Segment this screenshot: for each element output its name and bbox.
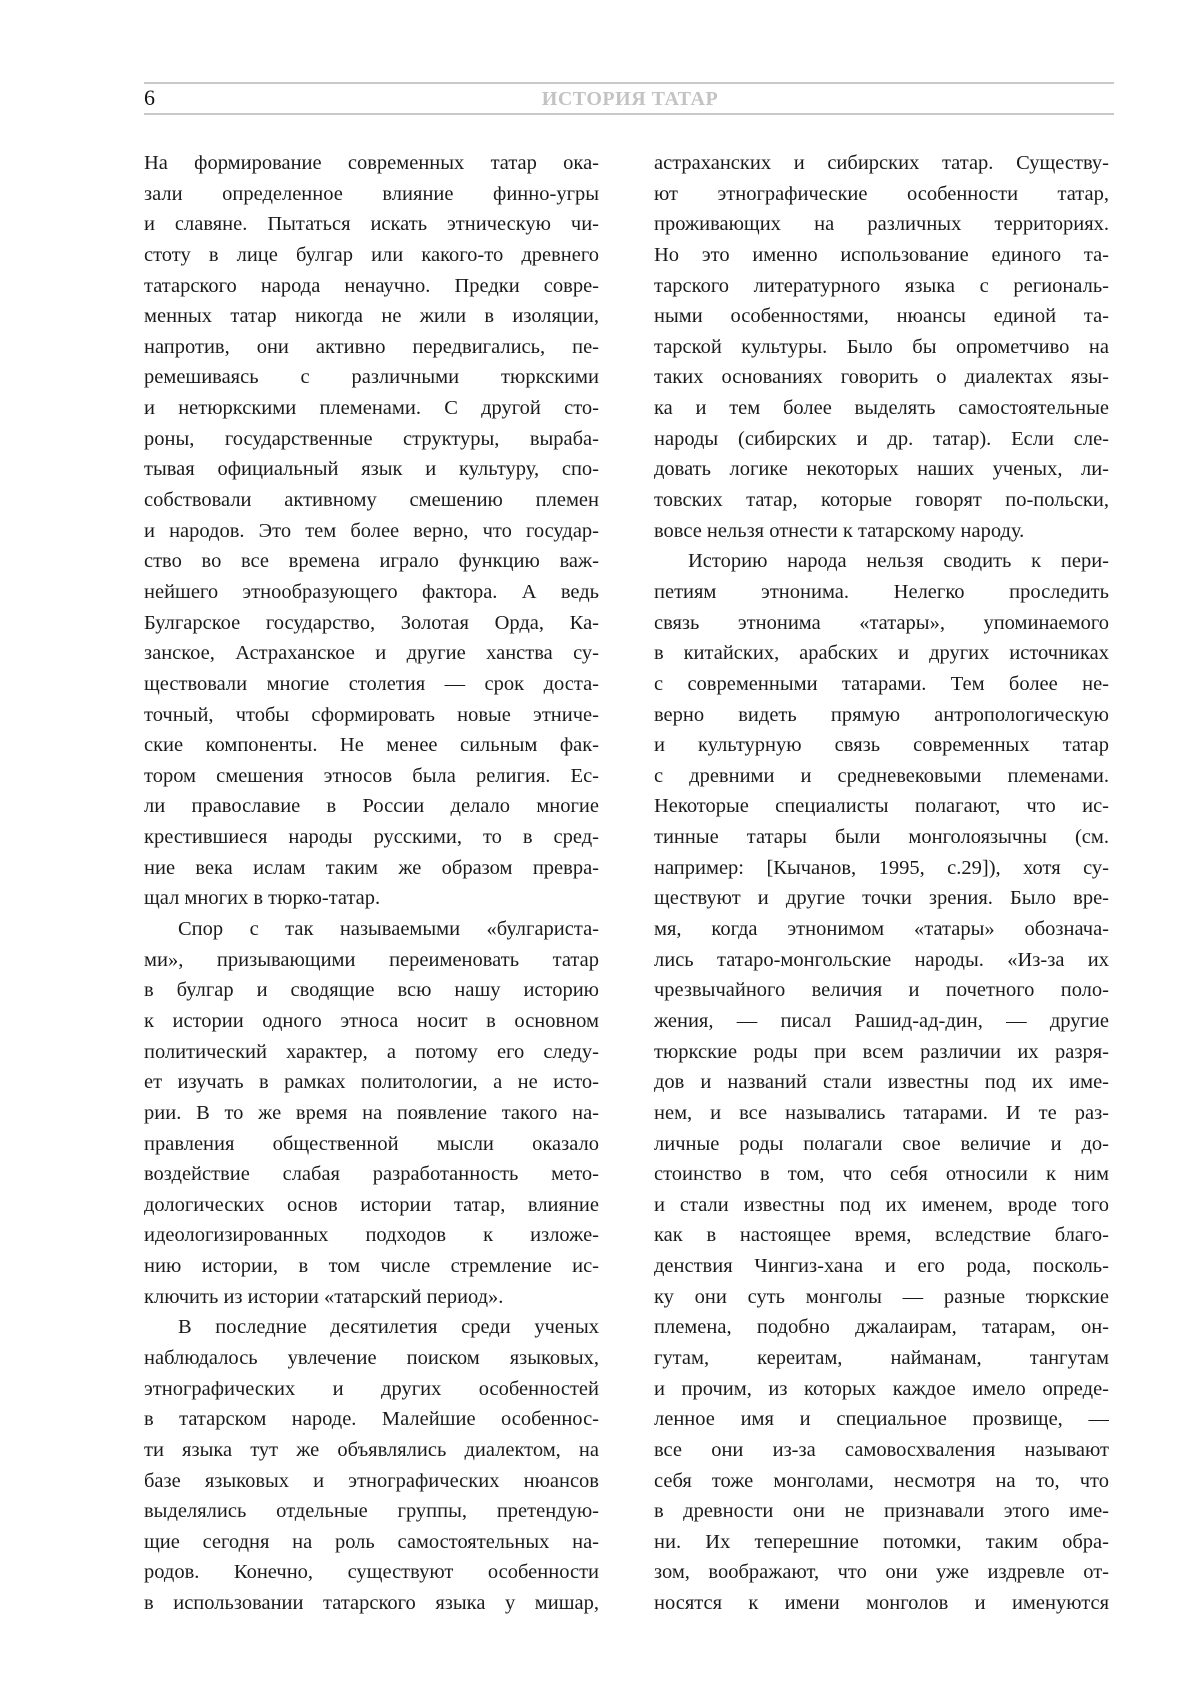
text-line: Историю народа нельзя сводить к пери- (688, 550, 1109, 573)
text-line: товских татар, которые говорят по-польски, (654, 489, 1109, 512)
text-line: жения, — писал Рашид-ад-дин, — другие (654, 1009, 1109, 1032)
text-line: наблюдалось увлечение поиском языковых, (144, 1346, 599, 1369)
text-line: в древности они не признавали этого име- (654, 1500, 1109, 1523)
text-line: ключить из истории «татарский период». (144, 1285, 504, 1308)
text-line: выделялись отдельные группы, претендую- (144, 1500, 599, 1523)
text-line: ские компоненты. Не менее сильным фак- (144, 734, 599, 757)
text-line: в использовании татарского языка у мишар, (144, 1592, 599, 1615)
text-line: занское, Астраханское и другие ханства су- (144, 642, 599, 665)
text-line: чрезвычайного величия и почетного поло- (654, 979, 1109, 1002)
text-line: гутам, кереитам, найманам, тангутам (654, 1346, 1109, 1369)
text-line: зом, воображают, что они уже издревле от- (654, 1561, 1109, 1584)
text-line: ли православие в России делало многие (144, 795, 599, 818)
text-line: родов. Конечно, существуют особенности (144, 1561, 599, 1584)
text-line: и славяне. Пытаться искать этническую чи- (144, 213, 599, 236)
text-line: в булгар и сводящие всю нашу историю (144, 979, 599, 1002)
text-line: менных татар никогда не жили в изоляции, (144, 305, 599, 328)
text-line: собствовали активному смешению племен (144, 489, 599, 512)
text-line: и прочим, из которых каждое имело опреде- (654, 1377, 1109, 1400)
text-line: напротив, они активно передвигались, пе- (144, 335, 599, 358)
text-line: тюркские роды при всем различии их разря- (654, 1040, 1109, 1063)
text-line: личные роды полагали свое величие и до- (654, 1132, 1109, 1155)
text-line: стоинство в том, что себя относили к ним (654, 1163, 1109, 1186)
text-line: роны, государственные структуры, выраба- (144, 427, 599, 450)
text-line: ку они суть монголы — разные тюркские (654, 1285, 1109, 1308)
page-number: 6 (144, 85, 155, 110)
text-line: ют этнографические особенности татар, (654, 182, 1109, 205)
text-line: крестившиеся народы русскими, то в сред- (144, 826, 599, 849)
text-line: и культурную связь современных татар (654, 734, 1109, 757)
text-line: этнографических и других особенностей (144, 1377, 599, 1400)
text-line: таких основаниях говорить о диалектах язы- (654, 366, 1109, 389)
text-line: проживающих на различных территориях. (654, 213, 1109, 236)
text-line: с древними и средневековыми племенами. (654, 764, 1109, 787)
text-line: тывая официальный язык и культуру, спо- (144, 458, 599, 481)
text-line: В последние десятилетия среди ученых (178, 1316, 599, 1339)
text-line: дов и названий стали известны под их име- (654, 1071, 1109, 1094)
text-line: довать логике некоторых наших ученых, ли- (654, 458, 1109, 481)
text-line: нию истории, в том числе стремление ис- (144, 1255, 599, 1278)
text-line: воздействие слабая разработанность мето- (144, 1163, 599, 1186)
text-line: Булгарское государство, Золотая Орда, Ка- (144, 611, 599, 634)
text-line: На формирование современных татар ока- (144, 152, 599, 174)
text-line: ет изучать в рамках политологии, а не исто- (144, 1071, 599, 1094)
text-line: ществуют и другие точки зрения. Было вре- (654, 887, 1109, 910)
text-line: политический характер, а потому его следу- (144, 1040, 599, 1063)
text-line: петиям этнонима. Нелегко проследить (654, 580, 1109, 603)
text-line: ство во все времена играло функцию важ- (144, 550, 599, 573)
text-column-left (144, 148, 599, 1619)
text-column-right (654, 148, 1109, 1619)
text-line: например: [Кычанов, 1995, с.29]), хотя су- (654, 856, 1109, 879)
text-line: денствия Чингиз-хана и его рода, посколь- (654, 1255, 1109, 1278)
text-line: идеологизированных подходов к изложе- (144, 1224, 599, 1247)
text-line: правления общественной мысли оказало (144, 1132, 599, 1155)
text-line: вовсе нельзя отнести к татарскому народу. (654, 519, 1025, 542)
text-line: носятся к имени монголов и именуются (654, 1592, 1109, 1615)
text-line: тором смешения этносов была религия. Ес- (144, 764, 599, 787)
text-line: и нетюркскими племенами. С другой сто- (144, 397, 599, 420)
text-line: точный, чтобы сформировать новые этниче- (144, 703, 599, 726)
text-line: племена, подобно джалаирам, татарам, он- (654, 1316, 1109, 1339)
text-line: мя, когда этнонимом «татары» обознача- (654, 918, 1109, 941)
text-line: тинные татары были монголоязычны (см. (654, 826, 1109, 849)
text-line: в китайских, арабских и других источниках (654, 642, 1109, 665)
text-line: ка и тем более выделять самостоятельные (654, 397, 1109, 420)
running-head: ИСТОРИЯ ТАТАР (541, 88, 719, 110)
text-line: дологических основ истории татар, влияние (144, 1193, 599, 1216)
text-line: и стали известны под их именем, вроде того (654, 1193, 1109, 1216)
text-line: ни. Их теперешние потомки, таким обра- (654, 1530, 1109, 1553)
text-line: стоту в лице булгар или какого-то древнего (144, 243, 599, 266)
text-line: Спор с так называемыми «булгариста- (178, 918, 599, 941)
text-line: к истории одного этноса носит в основном (144, 1009, 599, 1032)
text-line: ние века ислам таким же образом превра- (144, 856, 599, 879)
text-line: лись татаро-монгольские народы. «Из-за их (654, 948, 1109, 971)
text-line: как в настоящее время, вследствие благо- (654, 1224, 1109, 1247)
text-line: верно видеть прямую антропологическую (654, 703, 1109, 726)
text-line: татарского народа ненаучно. Предки совре- (144, 274, 599, 297)
text-line: себя тоже монголами, несмотря на то, что (654, 1469, 1109, 1492)
text-line: все они из-за самовосхваления называют (654, 1438, 1109, 1461)
text-line: с современными татарами. Тем более не- (654, 672, 1109, 695)
text-line: нем, и все назывались татарами. И те раз- (654, 1101, 1109, 1124)
text-line: ленное имя и специальное прозвище, — (654, 1408, 1109, 1431)
text-line: зали определенное влияние финно-угры (144, 182, 599, 205)
text-line: астраханских и сибирских татар. Существу- (654, 152, 1109, 174)
text-line: Но это именно использование единого та- (654, 243, 1109, 266)
text-line: рии. В то же время на появление такого на- (144, 1101, 599, 1124)
header-rule-bottom (144, 113, 1114, 115)
text-line: щал многих в тюрко-татар. (144, 887, 381, 910)
text-line: и народов. Это тем более верно, что государ- (144, 519, 599, 542)
text-line: щие сегодня на роль самостоятельных на- (144, 1530, 599, 1553)
text-line: связь этнонима «татары», упоминаемого (654, 611, 1109, 634)
text-line: ремешиваясь с различными тюркскими (144, 366, 599, 389)
text-line: ми», призывающими переименовать татар (144, 948, 599, 971)
text-line: Некоторые специалисты полагают, что ис- (654, 795, 1109, 818)
text-line: тарского литературного языка с региональ- (654, 274, 1109, 297)
header-rule-top (144, 82, 1114, 84)
text-line: тарской культуры. Было бы опрометчиво на (654, 335, 1109, 358)
text-line: ществовали многие столетия — срок доста- (144, 672, 599, 695)
text-line: в татарском народе. Малейшие особеннос- (144, 1408, 599, 1431)
text-line: нейшего этнообразующего фактора. А ведь (144, 580, 599, 603)
text-line: народы (сибирских и др. татар). Если сле- (654, 427, 1109, 450)
text-line: базе языковых и этнографических нюансов (144, 1469, 599, 1492)
text-line: ными особенностями, нюансы единой та- (654, 305, 1109, 328)
text-line: ти языка тут же объявлялись диалектом, на (144, 1438, 599, 1461)
